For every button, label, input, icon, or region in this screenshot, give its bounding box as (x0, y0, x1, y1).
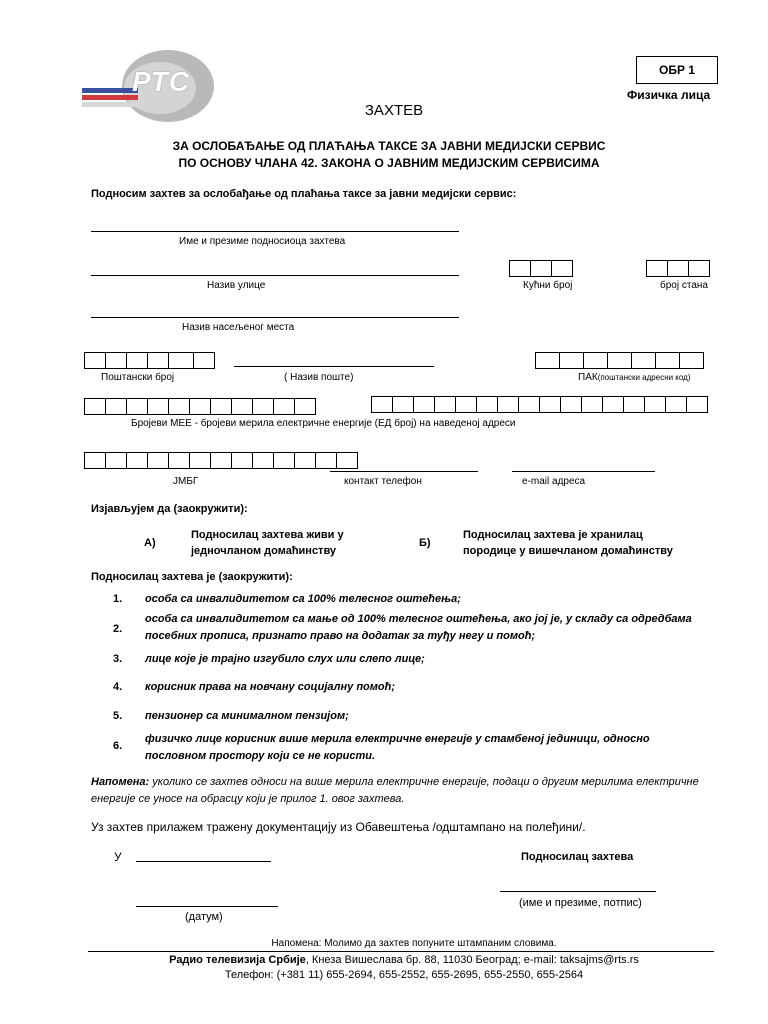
place-line[interactable] (91, 317, 459, 318)
apartment-number-boxes[interactable] (646, 260, 710, 277)
item-2-line1: особа са инвалидитетом са мање од 100% телесног оштећења, ако јој је, у складу са одредбама (145, 613, 692, 625)
form-code-box (636, 56, 718, 84)
digit-box[interactable] (105, 452, 127, 469)
digit-box[interactable] (252, 398, 274, 415)
digit-box[interactable] (583, 352, 608, 369)
item-2-text (145, 611, 692, 645)
digit-box[interactable] (497, 396, 519, 413)
digit-box[interactable] (84, 398, 106, 415)
digit-box[interactable] (210, 398, 232, 415)
digit-box[interactable] (147, 452, 169, 469)
digit-box[interactable] (560, 396, 582, 413)
item-2-number[interactable]: 2. (113, 623, 123, 635)
option-a-letter[interactable]: А) (144, 537, 156, 549)
digit-box[interactable] (434, 396, 456, 413)
place-signature-line[interactable] (136, 861, 271, 862)
applicant-label: Подносилац захтева (521, 851, 634, 863)
subtitle-line2: ПО ОСНОВУ ЧЛАНА 42. ЗАКОНА О ЈАВНИМ МЕДИЈСКИМ СЕРВИСИМА (178, 156, 600, 170)
date-label: (датум) (185, 911, 223, 923)
post-office-label: ( Назив поште) (284, 372, 354, 383)
digit-box[interactable] (607, 352, 632, 369)
item-1-line1: особа са инвалидитетом са 100% телесног оштећења; (145, 593, 461, 605)
note-line2: енергије се уносе на обрасцу који је прилог 1. овог захтева. (91, 793, 405, 805)
option-a-line1: Подносилац захтева живи у (191, 529, 344, 541)
digit-box[interactable] (631, 352, 656, 369)
email-label: e-mail адреса (522, 476, 586, 487)
digit-box[interactable] (667, 260, 689, 277)
digit-box[interactable] (679, 352, 704, 369)
item-5-line1: пензионер са минималном пензијом; (145, 710, 349, 722)
jmbg-boxes[interactable] (84, 452, 358, 469)
option-b-line1: Подносилац захтева је хранилац (463, 529, 643, 541)
digit-box[interactable] (168, 452, 190, 469)
meter-number-label: Бројеви МЕЕ - бројеви мерила електричне енергије (ЕД број) на наведеној адреси (131, 418, 516, 429)
date-line[interactable] (136, 906, 278, 907)
digit-box[interactable] (168, 398, 190, 415)
name-label: Име и презиме подносиоца захтева (179, 236, 346, 247)
digit-box[interactable] (273, 452, 295, 469)
post-office-line[interactable] (234, 366, 434, 367)
digit-box[interactable] (646, 260, 668, 277)
item-5-number[interactable]: 5. (113, 710, 123, 722)
item-4-number[interactable]: 4. (113, 681, 123, 693)
digit-box[interactable] (105, 398, 127, 415)
signature-line[interactable] (500, 891, 656, 892)
declare-label: Изјављујем да (заокружити): (91, 503, 248, 515)
digit-box[interactable] (294, 398, 316, 415)
digit-box[interactable] (686, 396, 708, 413)
digit-box[interactable] (231, 398, 253, 415)
digit-box[interactable] (84, 452, 106, 469)
digit-box[interactable] (147, 352, 169, 369)
digit-box[interactable] (509, 260, 531, 277)
house-number-label: Кућни број (523, 280, 573, 291)
note-line1: уколико се захтев односи на више мерила електричне енергије, подаци о другим мерилима електричне (152, 776, 699, 788)
apartment-number-label: број стана (660, 280, 708, 291)
digit-box[interactable] (602, 396, 624, 413)
digit-box[interactable] (147, 398, 169, 415)
digit-box[interactable] (231, 452, 253, 469)
page-title: ЗАХТЕВ (364, 102, 424, 119)
digit-box[interactable] (455, 396, 477, 413)
digit-box[interactable] (105, 352, 127, 369)
digit-box[interactable] (371, 396, 393, 413)
logo-text: РТС (132, 66, 190, 97)
form-code: ОБР 1 (659, 63, 695, 77)
digit-box[interactable] (336, 452, 358, 469)
digit-box[interactable] (392, 396, 414, 413)
digit-box[interactable] (535, 352, 560, 369)
digit-box[interactable] (126, 452, 148, 469)
place-prefix: У (114, 850, 122, 864)
pak-label-text: ПАК (578, 372, 598, 383)
digit-box[interactable] (315, 452, 337, 469)
digit-box[interactable] (193, 352, 215, 369)
subtitle-line1: ЗА ОСЛОБАЂАЊЕ ОД ПЛАЋАЊА ТАКСЕ ЗА ЈАВНИ МЕДИЈСКИ СЕРВИС (172, 139, 606, 153)
digit-box[interactable] (688, 260, 710, 277)
digit-box[interactable] (644, 396, 666, 413)
digit-box[interactable] (530, 260, 552, 277)
pak-note: (поштански адресни код) (597, 373, 691, 382)
digit-box[interactable] (126, 398, 148, 415)
email-line[interactable] (512, 471, 655, 472)
pak-boxes[interactable] (535, 352, 704, 369)
house-number-boxes[interactable] (509, 260, 573, 277)
phone-line[interactable] (330, 471, 478, 472)
item-3-line1: лице које је трајно изгубило слух или слепо лице; (145, 653, 425, 665)
option-b-letter[interactable]: Б) (419, 537, 431, 549)
digit-box[interactable] (623, 396, 645, 413)
street-label: Назив улице (207, 280, 266, 291)
digit-box[interactable] (294, 452, 316, 469)
digit-box[interactable] (539, 396, 561, 413)
digit-box[interactable] (273, 398, 295, 415)
item-1-number[interactable]: 1. (113, 593, 123, 605)
footer-address (0, 954, 768, 966)
footer-address-text: , Кнеза Вишеслава бр. 88, 11030 Београд; e-mail: taksajms@rts.rs (305, 954, 639, 966)
intro-text: Подносим захтев за ослобађање од плаћања таксе за јавни медијски сервис: (91, 188, 517, 200)
digit-box[interactable] (581, 396, 603, 413)
digit-box[interactable] (476, 396, 498, 413)
item-6-text (145, 731, 650, 765)
digit-box[interactable] (559, 352, 584, 369)
item-3-text (145, 651, 425, 668)
digit-box[interactable] (189, 452, 211, 469)
meter-number-boxes-2[interactable] (371, 396, 708, 413)
signature-label: (име и презиме, потпис) (519, 897, 642, 909)
digit-box[interactable] (168, 352, 194, 369)
digit-box[interactable] (210, 452, 232, 469)
footer-phones: Телефон: (+381 11) 655-2694, 655-2552, 655-2695, 655-2550, 655-2564 (224, 969, 584, 981)
option-b-line2: породице у вишечланом домаћинству (463, 545, 673, 557)
digit-box[interactable] (413, 396, 435, 413)
item-4-line1: корисник права на новчану социјалну помоћ; (145, 681, 396, 693)
digit-box[interactable] (518, 396, 540, 413)
item-2-line2: посебних прописа, признато право на додатак за туђу негу и помоћ; (145, 630, 536, 642)
applicant-is-label: Подносилац захтева је (заокружити): (91, 571, 293, 583)
item-6-number[interactable]: 6. (113, 740, 123, 752)
jmbg-label: ЈМБГ (173, 476, 199, 487)
postal-code-boxes[interactable] (84, 352, 215, 369)
item-6-line1: физичко лице корисник више мерила електричне енергије у стамбеној јединици, односно (145, 733, 650, 745)
footer-org: Радио телевизија Србије (169, 954, 306, 966)
pak-label (578, 372, 691, 383)
digit-box[interactable] (84, 352, 106, 369)
option-a-line2: једночланом домаћинству (191, 545, 337, 557)
item-4-text (145, 679, 395, 696)
postal-code-label: Поштански број (101, 372, 175, 383)
item-1-text (145, 591, 461, 608)
item-5-text (145, 708, 349, 725)
note-label: Напомена: (91, 776, 150, 788)
digit-box[interactable] (189, 398, 211, 415)
digit-box[interactable] (126, 352, 148, 369)
place-label: Назив насељеног места (182, 322, 295, 333)
footer-note: Напомена: Молимо да захтев попуните штампаним словима. (271, 938, 557, 949)
item-3-number[interactable]: 3. (113, 653, 123, 665)
item-6-line2: пословном простору који се не користи. (145, 750, 376, 762)
note-text (91, 774, 699, 808)
phone-label: контакт телефон (344, 476, 422, 487)
name-line[interactable] (91, 231, 459, 232)
digit-box[interactable] (665, 396, 687, 413)
digit-box[interactable] (655, 352, 680, 369)
digit-box[interactable] (551, 260, 573, 277)
attachment-text: Уз захтев прилажем тражену документацију из Обавештења /одштампано на полеђини/. (91, 820, 586, 834)
person-type: Физичка лица (627, 88, 711, 102)
digit-box[interactable] (252, 452, 274, 469)
footer-divider (88, 951, 714, 952)
meter-number-boxes-1[interactable] (84, 398, 316, 415)
street-line[interactable] (91, 275, 459, 276)
